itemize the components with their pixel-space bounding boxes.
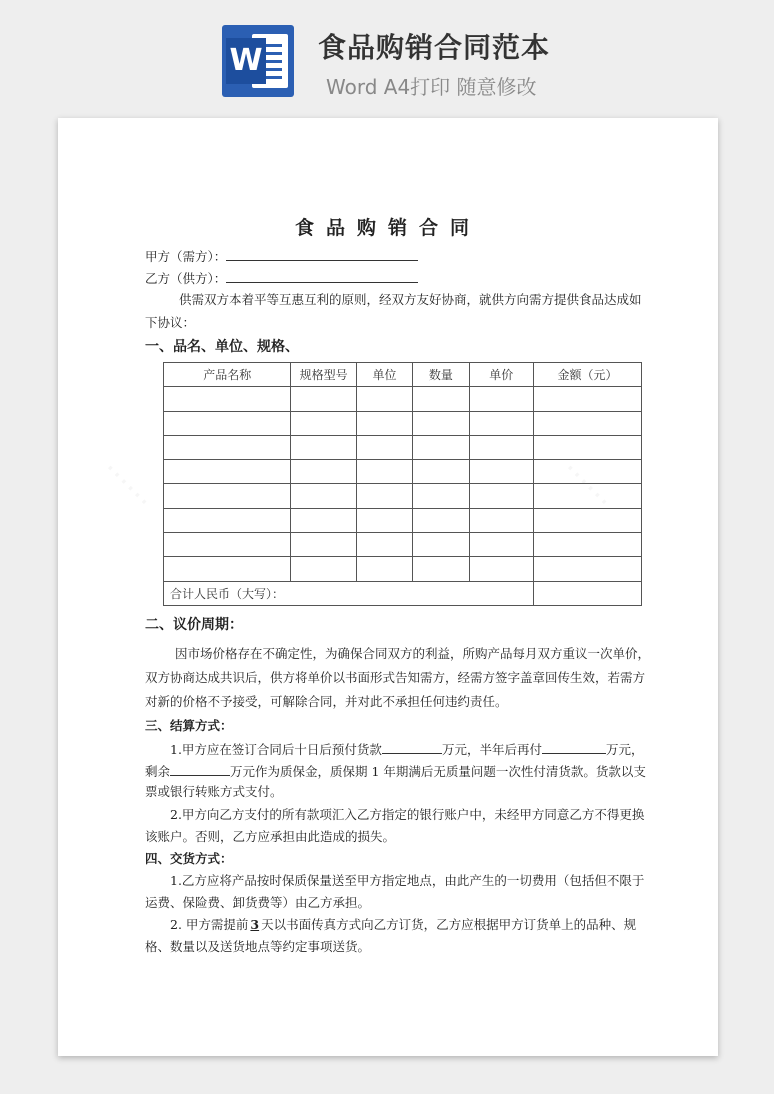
party-b-label: 乙方（供方）： <box>145 271 227 286</box>
section-2-heading: 二、议价周期： <box>145 617 243 633</box>
word-document-icon <box>222 25 294 97</box>
section-4-heading: 四、交货方式： <box>145 851 233 866</box>
document-page <box>58 118 718 1056</box>
table-row[interactable] <box>164 557 642 581</box>
total-label: 合计人民币（大写）： <box>164 581 534 605</box>
word-logo-letter: W <box>226 38 266 84</box>
party-a-line <box>145 247 418 265</box>
banner-subtitle: Word A4打印 随意修改 <box>326 75 537 99</box>
advance-days: 3 <box>250 917 260 932</box>
s4-line-3: 2. 甲方需提前 3 天以书面传真方式向乙方订货，乙方应根据甲方订货单上的品种、规 <box>170 917 637 932</box>
intro-line-1: 供需双方本着平等互惠互利的原则，经双方友好协商，就供方向需方提供食品达成如 <box>179 292 642 307</box>
s3-line-4: 2.甲方向乙方支付的所有款项汇入乙方指定的银行账户中，未经甲方同意乙方不得更换 <box>170 807 645 822</box>
col-unit: 单位 <box>356 363 412 387</box>
table-row[interactable] <box>164 387 642 411</box>
col-product-name: 产品名称 <box>164 363 291 387</box>
col-amount: 金额（元） <box>533 363 641 387</box>
table-row[interactable] <box>164 460 642 484</box>
table-row[interactable] <box>164 484 642 508</box>
section-3-heading: 三、结算方式： <box>145 718 233 733</box>
table-total-row <box>164 581 642 605</box>
s2-line-1: 因市场价格存在不确定性，为确保合同双方的利益，所购产品每月双方重议一次单价， <box>175 646 651 661</box>
banner-title: 食品购销合同范本 <box>318 31 551 64</box>
s4-line-4: 格、数量以及送货地点等约定事项送货。 <box>145 939 371 954</box>
s3-line-5: 该账户。否则，乙方应承担由此造成的损失。 <box>145 829 396 844</box>
s3-line-3: 票或银行转账方式支付。 <box>145 784 283 799</box>
total-amount-cell[interactable] <box>533 581 641 605</box>
table-row[interactable] <box>164 435 642 459</box>
party-b-line <box>145 269 418 287</box>
col-spec-model: 规格型号 <box>291 363 356 387</box>
goods-table <box>163 362 642 606</box>
s3-line-2: 剩余 万元作为质保金，质保期 1 年期满后无质量问题一次性付清货款。货款以支 <box>145 764 646 779</box>
table-row[interactable] <box>164 533 642 557</box>
party-a-label: 甲方（需方）： <box>145 249 227 264</box>
table-header-row <box>164 363 642 387</box>
s2-line-2: 双方协商达成共识后，供方将单价以书面形式告知需方，经需方签字盖章回传生效，若需方 <box>145 670 646 685</box>
s4-line-2: 运费、保险费、卸货费等）由乙方承担。 <box>145 895 371 910</box>
header-banner <box>0 0 774 110</box>
s2-line-3: 对新的价格不予接受，可解除合同，并对此不承担任何违约责任。 <box>145 694 508 709</box>
col-unit-price: 单价 <box>469 363 533 387</box>
s3-line-1: 1.甲方应在签订合同后十日后预付货款 万元，半年后再付 万元， <box>170 742 644 757</box>
retention-blank[interactable] <box>170 762 230 776</box>
col-quantity: 数量 <box>413 363 469 387</box>
party-a-blank[interactable] <box>226 247 418 261</box>
table-row[interactable] <box>164 508 642 532</box>
document-title: 食品购销合同 <box>294 217 481 239</box>
party-b-blank[interactable] <box>226 269 418 283</box>
table-row[interactable] <box>164 411 642 435</box>
intro-line-2: 下协议： <box>145 315 196 330</box>
section-1-heading: 一、品名、单位、规格、 <box>145 339 299 355</box>
s4-line-1: 1.乙方应将产品按时保质保量送至甲方指定地点，由此产生的一切费用（包括但不限于 <box>170 873 645 888</box>
second-pay-blank[interactable] <box>542 740 606 754</box>
prepay-blank[interactable] <box>382 740 442 754</box>
